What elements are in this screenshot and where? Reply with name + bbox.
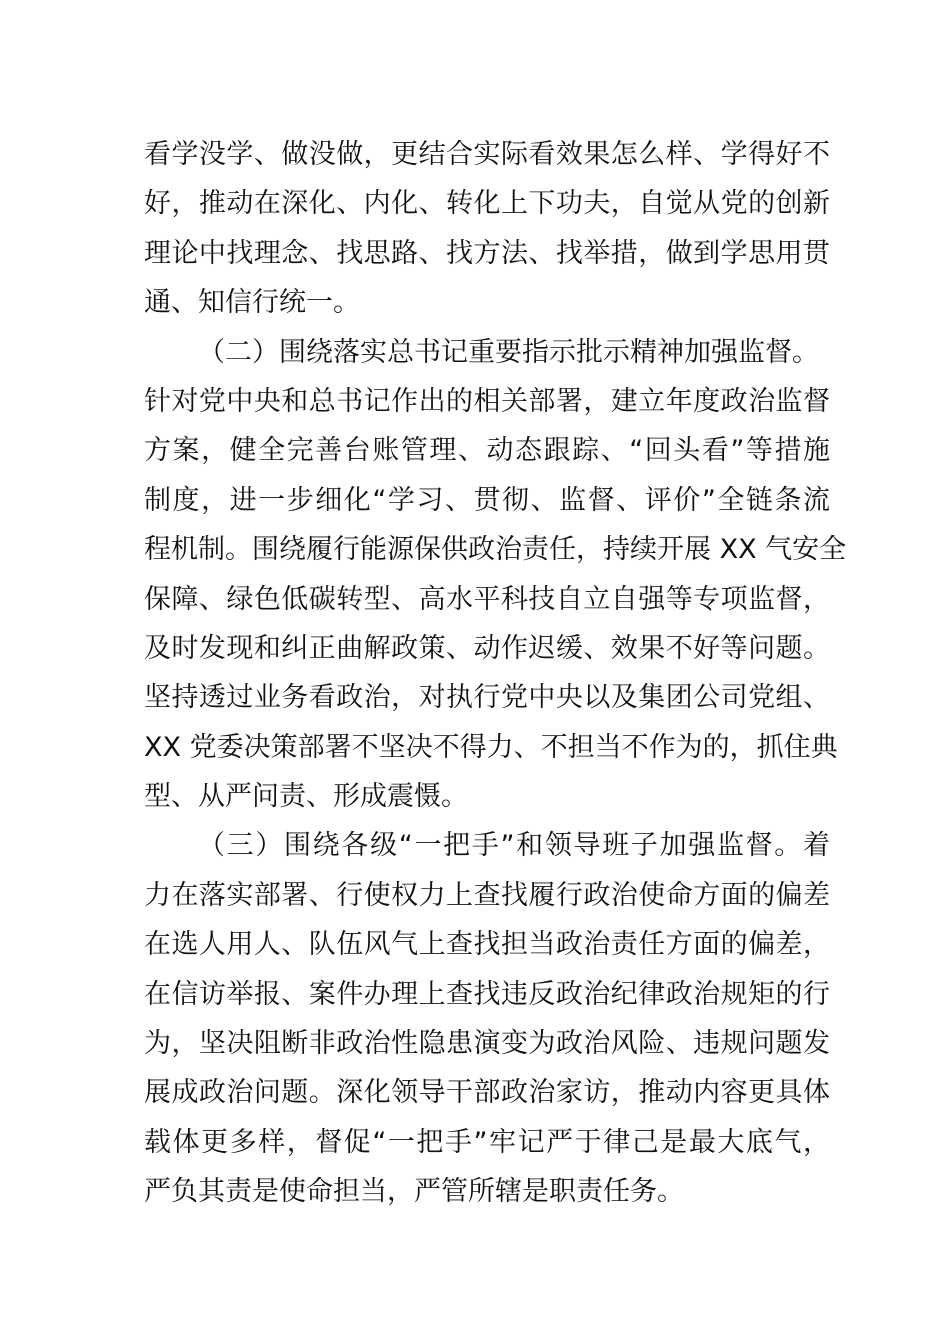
text-line-1: 看学没学、做没做，更结合实际看效果怎么样、学得好不 [144,139,830,170]
text-line-6: 针对党中央和总书记作出的相关部署，建立年度政治监督 [144,385,830,417]
text-line-16: 力在落实部署、行使权力上查找履行政治使命方面的偏差 [144,879,830,911]
text-line-2: 好，推动在深化、内化、转化上下功夫，自觉从党的创新 [144,188,830,220]
text-line-11: 及时发现和纠正曲解政策、动作迟缓、效果不好等问题。 [144,632,830,664]
text-line-18: 在信访举报、案件办理上查找违反政治纪律政治规矩的行 [144,978,830,1010]
text-line-8: 制度，进一步细化“学习、贯彻、监督、评价”全链条流 [144,484,830,516]
text-line-9: 程机制。围绕履行能源保供政治责任，持续开展 XX 气安全 [144,534,847,566]
text-line-20: 展成政治问题。深化领导干部政治家访，推动内容更具体 [144,1077,830,1109]
section-heading-2: （二）围绕落实总书记重要指示批示精神加强监督。 [198,336,819,368]
text-line-13: XX 党委决策部署不坚决不得力、不担当不作为的，抓住典 [144,731,838,763]
text-line-17: 在选人用人、队伍风气上查找担当政治责任方面的偏差， [144,929,830,961]
text-line-14: 型、从严问责、形成震慑。 [144,781,468,813]
body-text [144,130,847,1217]
text-line-10: 保障、绿色低碳转型、高水平科技自立自强等专项监督， [144,583,830,615]
section-heading-3: （三）围绕各级“一把手”和领导班子加强监督。着 [198,830,830,862]
text-line-7: 方案，健全完善台账管理、动态跟踪、“回头看”等措施 [144,435,830,467]
text-line-22: 严负其责是使命担当，严管所辖是职责任务。 [144,1176,684,1208]
text-line-21: 载体更多样，督促“一把手”牢记严于律己是最大底气， [144,1126,830,1158]
text-line-19: 为，坚决阻断非政治性隐患演变为政治风险、违规问题发 [144,1028,830,1060]
text-line-4: 通、知信行统一。 [144,287,360,319]
text-line-3: 理论中找理念、找思路、找方法、找举措，做到学思用贯 [144,237,830,269]
text-line-12: 坚持透过业务看政治，对执行党中央以及集团公司党组、 [144,682,830,714]
